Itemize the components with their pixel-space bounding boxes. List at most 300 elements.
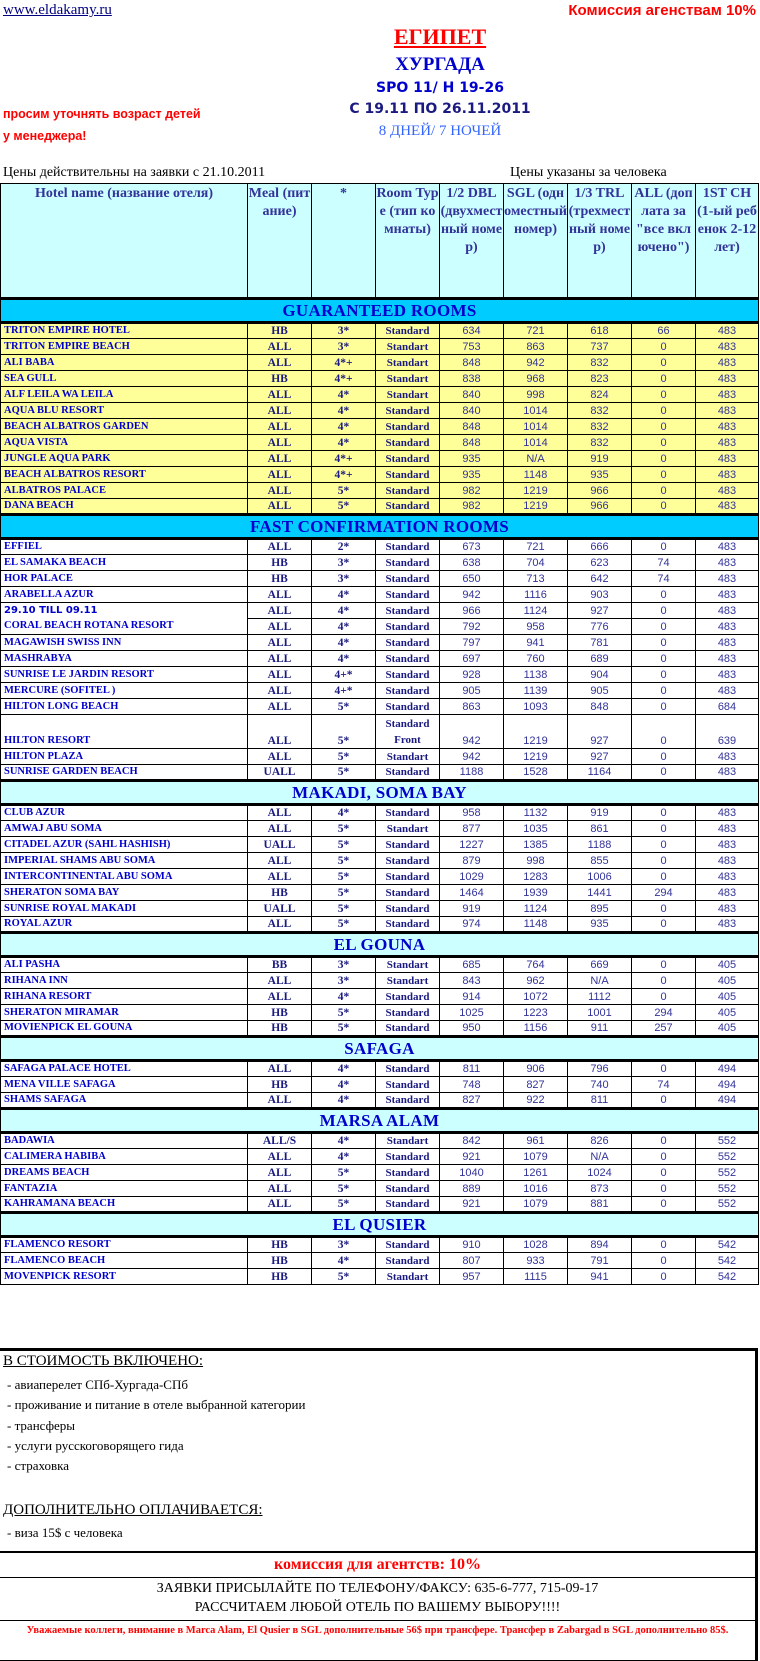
price-all-inclusive: 0: [632, 467, 696, 483]
price-sgl: 1148: [504, 467, 568, 483]
table-row: [1, 1077, 759, 1093]
room-type: Standard: [376, 885, 440, 901]
price-all-inclusive: 0: [632, 587, 696, 603]
price-all-inclusive: 0: [632, 339, 696, 355]
col-header-all-inclusive: ALL (доплата за "все включено"): [632, 184, 696, 299]
price-trl: 1164: [568, 765, 632, 781]
room-type: Standard: [376, 1077, 440, 1093]
meal-plan: ALL: [248, 355, 312, 371]
price-sgl: 998: [504, 853, 568, 869]
site-link[interactable]: www.eldakamy.ru: [3, 2, 112, 18]
price-child: 483: [696, 901, 759, 917]
price-trl: 1112: [568, 989, 632, 1005]
price-all-inclusive: 0: [632, 371, 696, 387]
price-child: 494: [696, 1061, 759, 1077]
price-dbl: 957: [440, 1269, 504, 1285]
table-row: [1, 805, 759, 821]
table-row: [1, 1061, 759, 1077]
col-header-hotel: Hotel name (название отеля): [1, 184, 248, 299]
room-type: Standard: [376, 1253, 440, 1269]
price-dbl: 811: [440, 1061, 504, 1077]
price-sgl: 1939: [504, 885, 568, 901]
star-rating: 4*: [312, 387, 376, 403]
meal-plan: ALL: [248, 499, 312, 515]
price-trl: 737: [568, 339, 632, 355]
price-table: [0, 183, 759, 1285]
divider: [0, 1551, 755, 1553]
room-type: Standard: [376, 1149, 440, 1165]
room-type: Standard: [376, 403, 440, 419]
price-trl: 669: [568, 957, 632, 973]
price-all-inclusive: 74: [632, 555, 696, 571]
price-all-inclusive: 0: [632, 1061, 696, 1077]
price-trl: 740: [568, 1077, 632, 1093]
room-type: Standard: [376, 1093, 440, 1109]
price-dbl: 634: [440, 323, 504, 339]
price-sgl: 998: [504, 387, 568, 403]
price-trl: 935: [568, 917, 632, 933]
hotel-name: MENA VILLE SAFAGA: [1, 1077, 248, 1093]
hotel-name: DREAMS BEACH: [1, 1165, 248, 1181]
hotel-name: HOR PALACE: [1, 571, 248, 587]
price-trl: 1001: [568, 1005, 632, 1021]
price-trl: 904: [568, 667, 632, 683]
included-list: [7, 1375, 305, 1476]
room-type: Standard: [376, 419, 440, 435]
star-rating: 3*: [312, 571, 376, 587]
star-rating: 5*: [312, 765, 376, 781]
price-trl: 966: [568, 499, 632, 515]
star-rating: 4*: [312, 1253, 376, 1269]
meal-plan: ALL: [248, 451, 312, 467]
hotel-name: MASHRABYA: [1, 651, 248, 667]
price-child: 483: [696, 371, 759, 387]
price-sgl: 1261: [504, 1165, 568, 1181]
table-row: [1, 989, 759, 1005]
price-trl: 941: [568, 1269, 632, 1285]
price-sgl: 863: [504, 339, 568, 355]
price-trl: 781: [568, 635, 632, 651]
table-row: [1, 821, 759, 837]
price-all-inclusive: 0: [632, 853, 696, 869]
col-header-sgl: SGL (одноместный номер): [504, 184, 568, 299]
hotel-name: MAGAWISH SWISS INN: [1, 635, 248, 651]
section-header: [1, 781, 759, 805]
price-trl: 894: [568, 1237, 632, 1253]
price-trl: 666: [568, 539, 632, 555]
price-child: 552: [696, 1197, 759, 1213]
price-dbl: 921: [440, 1149, 504, 1165]
price-all-inclusive: 0: [632, 1237, 696, 1253]
meal-plan: ALL: [248, 387, 312, 403]
price-sgl: 1093: [504, 699, 568, 715]
hotel-name: SUNRISE GARDEN BEACH: [1, 765, 248, 781]
included-item: - трансферы: [7, 1417, 76, 1433]
table-row: [1, 403, 759, 419]
price-sgl: 721: [504, 539, 568, 555]
price-sgl: 1148: [504, 917, 568, 933]
price-dbl: 840: [440, 387, 504, 403]
table-row: [1, 1181, 759, 1197]
included-item: - авиаперелет СПб-Хургада-СПб: [7, 1377, 188, 1392]
star-rating: 4*: [312, 1093, 376, 1109]
table-row: [1, 619, 759, 635]
meal-plan: HB: [248, 885, 312, 901]
star-rating: 4*: [312, 619, 376, 635]
price-child: 542: [696, 1269, 759, 1285]
price-all-inclusive: 0: [632, 403, 696, 419]
hotel-name: CLUB AZUR: [1, 805, 248, 821]
star-rating: 5*: [312, 853, 376, 869]
price-all-inclusive: 0: [632, 715, 696, 749]
table-row: [1, 1093, 759, 1109]
price-child: 483: [696, 651, 759, 667]
room-type: Standard: [376, 451, 440, 467]
price-trl: 1024: [568, 1165, 632, 1181]
spo-code: SPO 11/ H 19-26: [376, 80, 504, 96]
price-all-inclusive: 0: [632, 619, 696, 635]
price-sgl: 942: [504, 355, 568, 371]
room-type: Standart: [376, 371, 440, 387]
meal-plan: ALL: [248, 973, 312, 989]
price-dbl: 697: [440, 651, 504, 667]
price-child: 552: [696, 1165, 759, 1181]
table-row: [1, 387, 759, 403]
price-child: 483: [696, 403, 759, 419]
price-dbl: 1029: [440, 869, 504, 885]
meal-plan: ALL: [248, 869, 312, 885]
star-rating: 4*: [312, 587, 376, 603]
section-title: GUARANTEED ROOMS: [1, 299, 759, 323]
room-type: Standard: [376, 467, 440, 483]
col-header-stars: *: [312, 184, 376, 299]
hotel-name: EL SAMAKA BEACH: [1, 555, 248, 571]
room-type: Standart: [376, 355, 440, 371]
price-dbl: 807: [440, 1253, 504, 1269]
star-rating: 4*+: [312, 371, 376, 387]
price-dbl: 1025: [440, 1005, 504, 1021]
price-all-inclusive: 0: [632, 603, 696, 619]
hotel-name: TRITON EMPIRE BEACH: [1, 339, 248, 355]
price-all-inclusive: 0: [632, 387, 696, 403]
room-type: Standard: [376, 571, 440, 587]
star-rating: 2*: [312, 539, 376, 555]
col-header-room-type: Room Type (тип комнаты): [376, 184, 440, 299]
room-type: Standard: [376, 587, 440, 603]
price-trl: 873: [568, 1181, 632, 1197]
price-child: 483: [696, 451, 759, 467]
section-header: [1, 1109, 759, 1133]
room-type: Standart: [376, 957, 440, 973]
price-all-inclusive: 0: [632, 667, 696, 683]
table-row: [1, 901, 759, 917]
star-rating: 4*: [312, 403, 376, 419]
meal-plan: ALL: [248, 419, 312, 435]
price-child: 483: [696, 869, 759, 885]
price-child: 494: [696, 1093, 759, 1109]
commission-top: Комиссия агенствам 10%: [568, 2, 756, 19]
price-dbl: 950: [440, 1021, 504, 1037]
star-rating: 5*: [312, 821, 376, 837]
hotel-name: HILTON PLAZA: [1, 749, 248, 765]
price-trl: 881: [568, 1197, 632, 1213]
page-header: [0, 0, 760, 170]
price-child: 542: [696, 1237, 759, 1253]
price-all-inclusive: 294: [632, 1005, 696, 1021]
meal-plan: ALL: [248, 619, 312, 635]
price-trl: 848: [568, 699, 632, 715]
table-row: [1, 853, 759, 869]
star-rating: 4*: [312, 1133, 376, 1149]
price-trl: 642: [568, 571, 632, 587]
table-row: [1, 973, 759, 989]
price-dbl: 928: [440, 667, 504, 683]
price-all-inclusive: 0: [632, 499, 696, 515]
table-row: [1, 371, 759, 387]
table-row: [1, 587, 759, 603]
page-title: ЕГИПЕТ: [393, 24, 487, 49]
table-row: [1, 1005, 759, 1021]
room-type: Standard: [376, 853, 440, 869]
price-all-inclusive: 257: [632, 1021, 696, 1037]
price-child: 483: [696, 587, 759, 603]
price-child: 405: [696, 957, 759, 973]
hotel-name: AQUA VISTA: [1, 435, 248, 451]
price-child: 483: [696, 603, 759, 619]
star-rating: 4*+: [312, 467, 376, 483]
hotel-name: DANA BEACH: [1, 499, 248, 515]
meal-plan: BB: [248, 957, 312, 973]
price-sgl: N/A: [504, 451, 568, 467]
hotel-name: SHERATON MIRAMAR: [1, 1005, 248, 1021]
price-dbl: 797: [440, 635, 504, 651]
price-dbl: 843: [440, 973, 504, 989]
meal-plan: ALL/S: [248, 1133, 312, 1149]
price-dbl: 935: [440, 467, 504, 483]
price-child: 483: [696, 339, 759, 355]
price-all-inclusive: 0: [632, 901, 696, 917]
room-type: Standart: [376, 387, 440, 403]
price-all-inclusive: 0: [632, 699, 696, 715]
table-row: [1, 323, 759, 339]
room-type: Standart: [376, 1133, 440, 1149]
hotel-name: HILTON RESORT: [1, 715, 248, 749]
price-all-inclusive: 0: [632, 651, 696, 667]
table-row: [1, 539, 759, 555]
price-dbl: 848: [440, 435, 504, 451]
price-trl: N/A: [568, 1149, 632, 1165]
star-rating: 5*: [312, 1021, 376, 1037]
room-type: Standart: [376, 339, 440, 355]
room-type: Standard: [376, 635, 440, 651]
price-trl: 1441: [568, 885, 632, 901]
price-all-inclusive: 294: [632, 885, 696, 901]
contact-block: [0, 1579, 755, 1617]
price-dbl: 863: [440, 699, 504, 715]
table-row: [1, 419, 759, 435]
meal-plan: ALL: [248, 917, 312, 933]
price-trl: 832: [568, 355, 632, 371]
city-title: ХУРГАДА: [395, 54, 485, 75]
table-row: [1, 715, 759, 749]
price-sgl: 1219: [504, 483, 568, 499]
meal-plan: ALL: [248, 435, 312, 451]
section-header: [1, 1037, 759, 1061]
price-sgl: 1132: [504, 805, 568, 821]
price-dbl: 889: [440, 1181, 504, 1197]
price-child: 542: [696, 1253, 759, 1269]
meal-plan: HB: [248, 1005, 312, 1021]
table-row: [1, 683, 759, 699]
section-title: EL QUSIER: [1, 1213, 759, 1237]
price-trl: 966: [568, 483, 632, 499]
star-rating: 5*: [312, 901, 376, 917]
price-sgl: 704: [504, 555, 568, 571]
price-dbl: 1227: [440, 837, 504, 853]
room-type: Standart: [376, 821, 440, 837]
table-row: [1, 699, 759, 715]
price-trl: 824: [568, 387, 632, 403]
table-header-row: [1, 184, 759, 299]
price-dbl: 942: [440, 715, 504, 749]
table-body: [1, 299, 759, 1285]
price-child: 639: [696, 715, 759, 749]
price-dbl: 935: [440, 451, 504, 467]
price-child: 494: [696, 1077, 759, 1093]
price-trl: 919: [568, 451, 632, 467]
price-trl: 826: [568, 1133, 632, 1149]
price-child: 483: [696, 805, 759, 821]
tour-duration: 8 ДНЕЙ/ 7 НОЧЕЙ: [378, 123, 502, 139]
hotel-name: ALI BABA: [1, 355, 248, 371]
hotel-name: ALI PASHA: [1, 957, 248, 973]
price-dbl: 848: [440, 355, 504, 371]
meal-plan: HB: [248, 571, 312, 587]
price-sgl: 1116: [504, 587, 568, 603]
hotel-name: MERCURE (SOFITEL ): [1, 683, 248, 699]
price-dbl: 748: [440, 1077, 504, 1093]
price-all-inclusive: 0: [632, 1269, 696, 1285]
room-type: Standard: [376, 1021, 440, 1037]
price-dbl: 914: [440, 989, 504, 1005]
star-rating: 3*: [312, 973, 376, 989]
star-rating: 5*: [312, 1269, 376, 1285]
price-all-inclusive: 0: [632, 683, 696, 699]
meal-plan: ALL: [248, 821, 312, 837]
price-sgl: 1156: [504, 1021, 568, 1037]
star-rating: 4+*: [312, 683, 376, 699]
section-title: MAKADI, SOMA BAY: [1, 781, 759, 805]
hotel-name: SHAMS SAFAGA: [1, 1093, 248, 1109]
price-dbl: 838: [440, 371, 504, 387]
price-dbl: 879: [440, 853, 504, 869]
children-note-line-1: просим уточнять возраст детей: [3, 107, 201, 121]
table-row: [1, 1149, 759, 1165]
table-row: [1, 651, 759, 667]
price-trl: N/A: [568, 973, 632, 989]
room-type: Standard: [376, 435, 440, 451]
price-sgl: 1138: [504, 667, 568, 683]
meal-plan: ALL: [248, 715, 312, 749]
hotel-name: AMWAJ ABU SOMA: [1, 821, 248, 837]
price-all-inclusive: 0: [632, 1133, 696, 1149]
price-all-inclusive: 0: [632, 837, 696, 853]
meal-plan: UALL: [248, 837, 312, 853]
price-dbl: 974: [440, 917, 504, 933]
price-child: 483: [696, 539, 759, 555]
star-rating: 4*: [312, 1061, 376, 1077]
colleague-note: Уважаемые коллеги, внимание в Marca Alam, El Qusier в SGL дополнительные 56$ при трансфере. Трансфер в Zabargad в SGL дополнительно 85$.: [26, 1625, 729, 1636]
hotel-name: 29.10 TILL 09.11: [1, 603, 248, 619]
per-person-note: Цены указаны за человека: [510, 165, 667, 180]
star-rating: 5*: [312, 917, 376, 933]
room-type: Standard: [376, 555, 440, 571]
star-rating: 5*: [312, 1005, 376, 1021]
table-row: [1, 555, 759, 571]
price-sgl: 1124: [504, 901, 568, 917]
price-trl: 823: [568, 371, 632, 387]
star-rating: 3*: [312, 339, 376, 355]
price-trl: 796: [568, 1061, 632, 1077]
price-child: 483: [696, 323, 759, 339]
price-all-inclusive: 0: [632, 869, 696, 885]
room-type: Standart: [376, 1269, 440, 1285]
price-sgl: 1223: [504, 1005, 568, 1021]
star-rating: 4*+: [312, 355, 376, 371]
price-sgl: 1035: [504, 821, 568, 837]
room-type: Standard: [376, 483, 440, 499]
price-trl: 791: [568, 1253, 632, 1269]
meal-plan: ALL: [248, 587, 312, 603]
price-child: 483: [696, 467, 759, 483]
price-trl: 1188: [568, 837, 632, 853]
price-child: 483: [696, 917, 759, 933]
meal-plan: ALL: [248, 1149, 312, 1165]
price-trl: 855: [568, 853, 632, 869]
price-trl: 832: [568, 435, 632, 451]
meal-plan: HB: [248, 323, 312, 339]
meal-plan: UALL: [248, 765, 312, 781]
price-sgl: 1028: [504, 1237, 568, 1253]
room-type: Standard: [376, 1005, 440, 1021]
star-rating: 3*: [312, 1237, 376, 1253]
room-type: Standart: [376, 973, 440, 989]
room-type: Standard: [376, 1237, 440, 1253]
price-child: 684: [696, 699, 759, 715]
price-all-inclusive: 0: [632, 435, 696, 451]
star-rating: 3*: [312, 323, 376, 339]
hotel-name: ALBATROS PALACE: [1, 483, 248, 499]
hotel-name: BEACH ALBATROS RESORT: [1, 467, 248, 483]
price-child: 483: [696, 853, 759, 869]
table-row: [1, 957, 759, 973]
price-trl: 623: [568, 555, 632, 571]
room-type: Standard: [376, 1165, 440, 1181]
price-trl: 776: [568, 619, 632, 635]
price-trl: 811: [568, 1093, 632, 1109]
price-sgl: 1115: [504, 1269, 568, 1285]
room-type: Standard: [376, 989, 440, 1005]
price-sgl: 941: [504, 635, 568, 651]
star-rating: 5*: [312, 1181, 376, 1197]
price-child: 483: [696, 635, 759, 651]
meal-plan: ALL: [248, 989, 312, 1005]
star-rating: 3*: [312, 555, 376, 571]
table-row: [1, 1253, 759, 1269]
price-child: 483: [696, 483, 759, 499]
hotel-name: INTERCONTINENTAL ABU SOMA: [1, 869, 248, 885]
price-child: 483: [696, 667, 759, 683]
